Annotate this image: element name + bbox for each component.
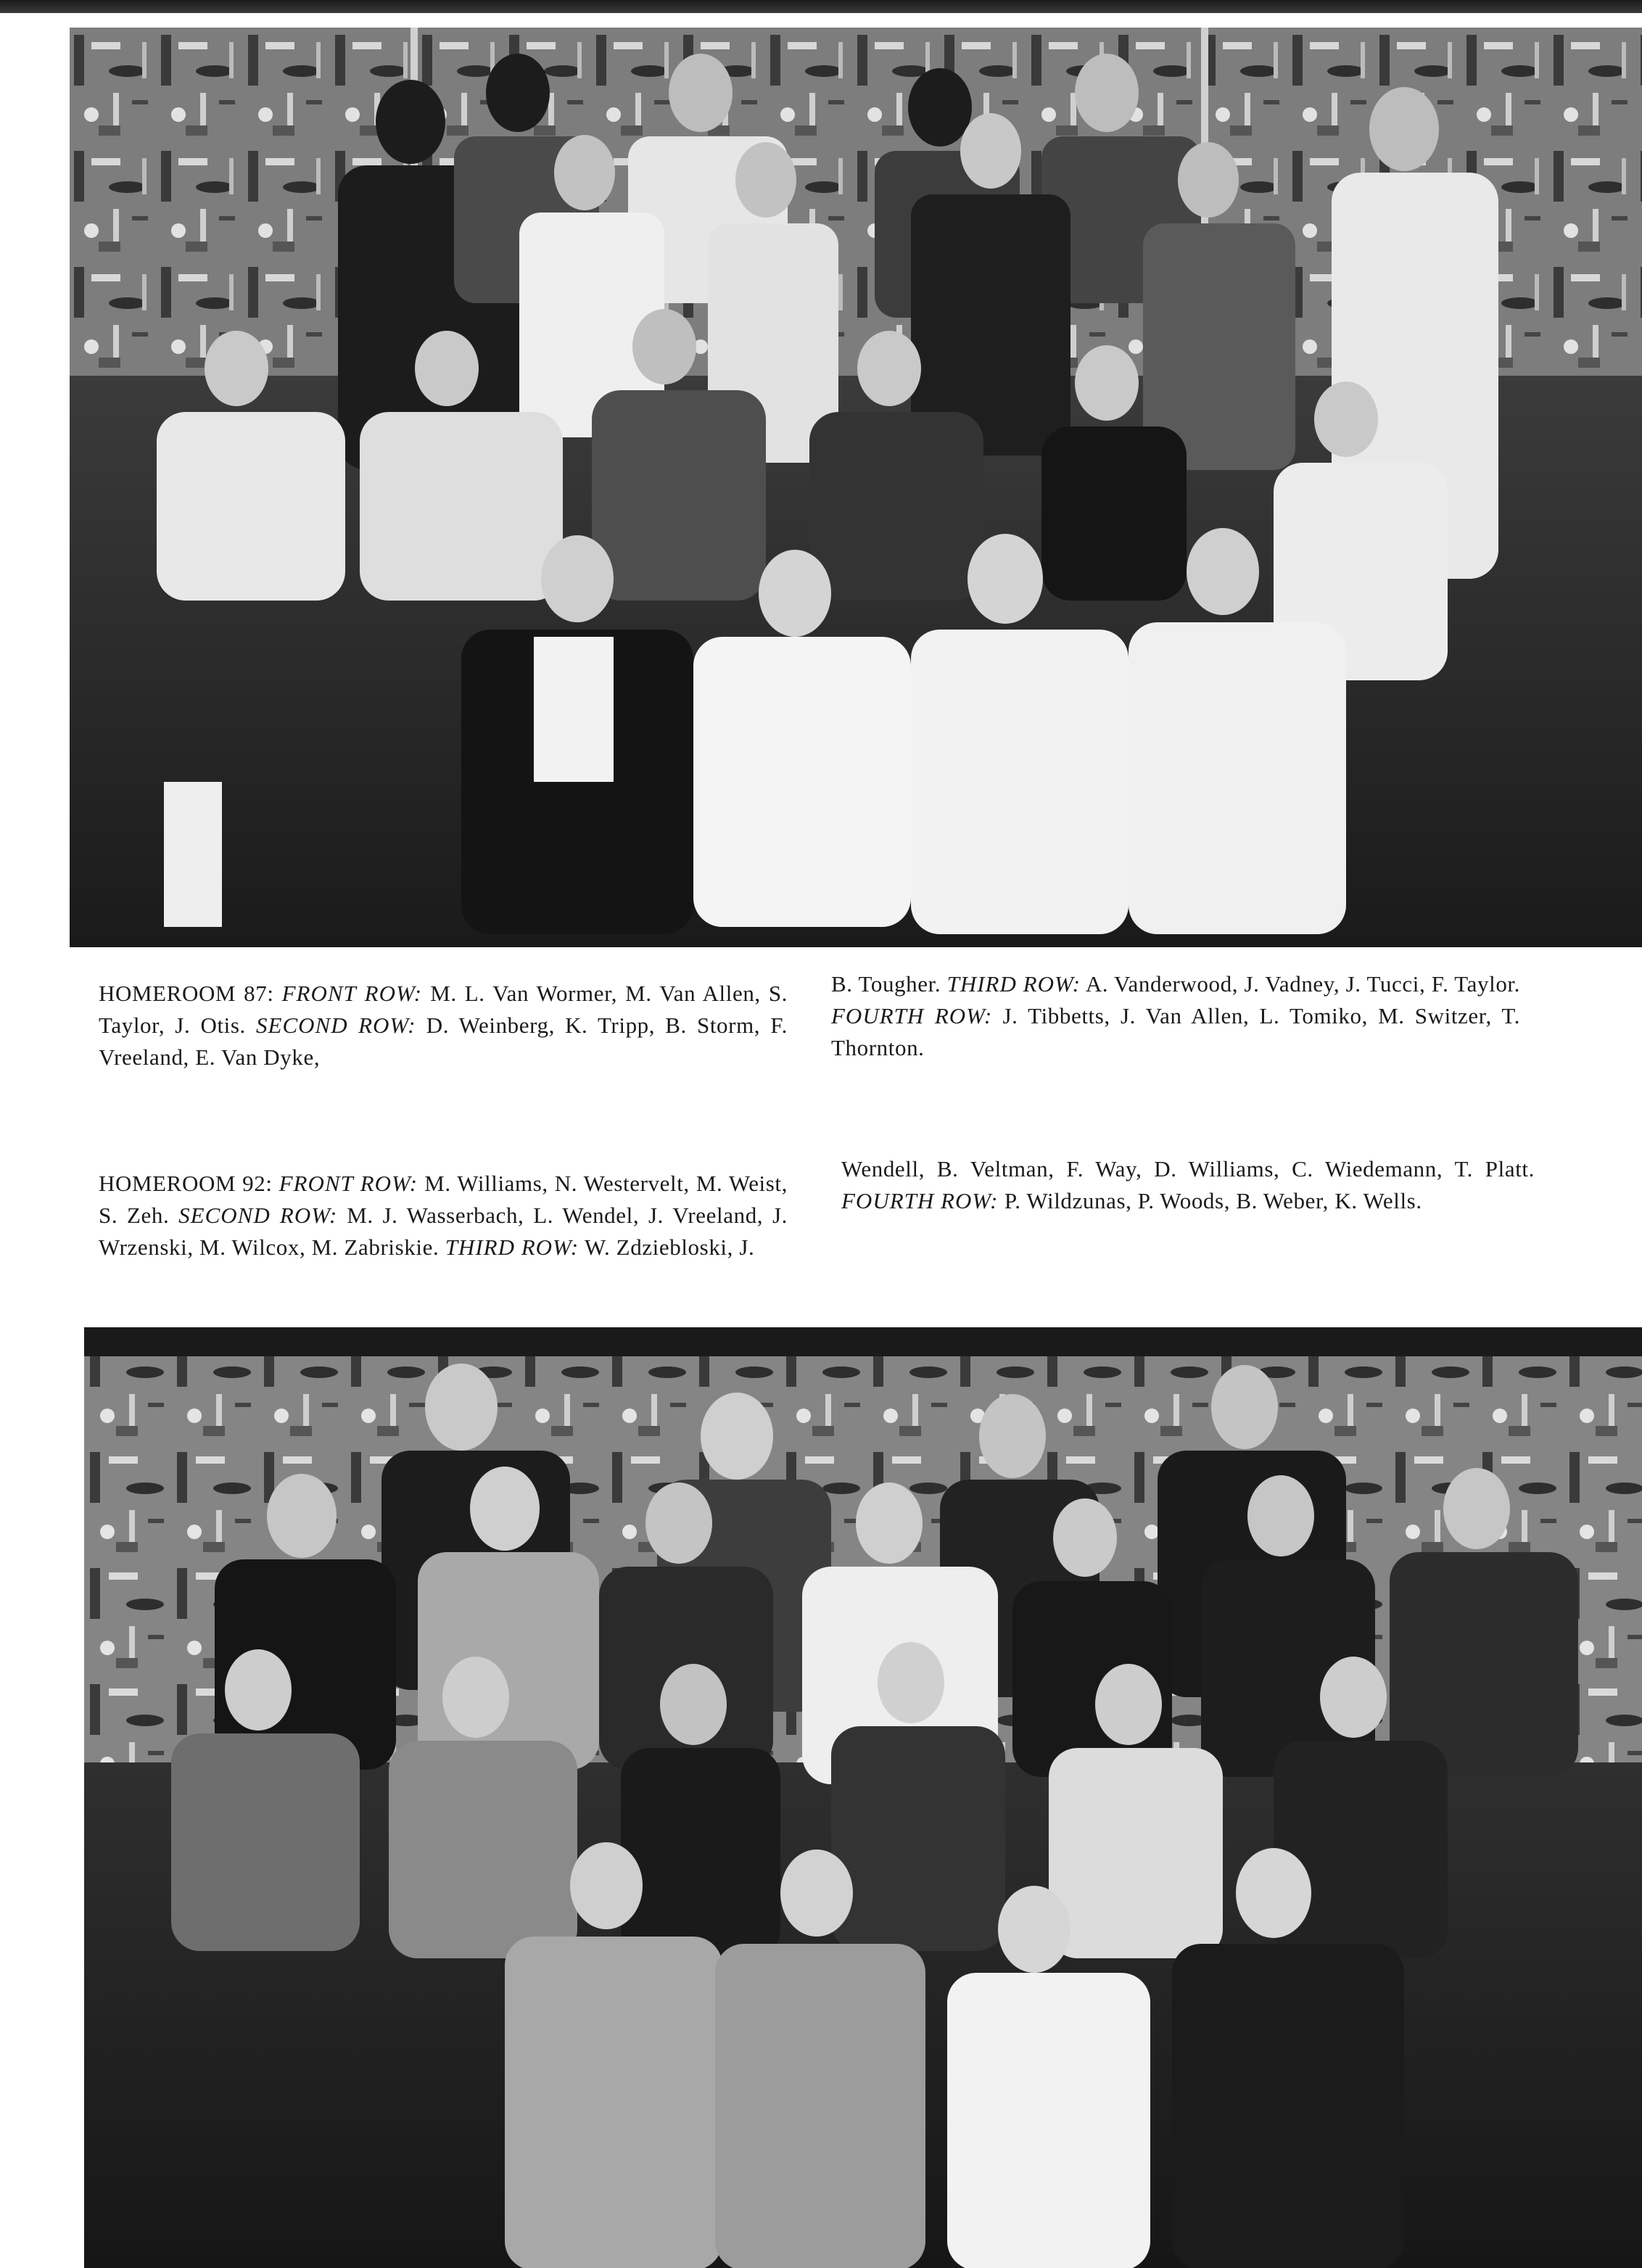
page-top-edge: [0, 0, 1642, 13]
name-list: A. Vanderwood, J. Vadney, J. Tucci, F. Taylor.: [1081, 971, 1520, 997]
name-list: J. Tibbetts, J. Van Allen, L. Tomiko, M. Switzer, T. Thornton.: [831, 1003, 1520, 1060]
row-heading: FOURTH ROW:: [841, 1188, 999, 1213]
homeroom-92-photo-image: [84, 1327, 1642, 2268]
row-heading: SECOND ROW:: [256, 1013, 416, 1038]
row-heading: FOURTH ROW:: [831, 1003, 993, 1028]
name-list: M. Williams, N. Westervelt, M. Weist, S. Zeh.: [99, 1171, 788, 1228]
name-list: W. Zdziebloski, J.: [579, 1234, 755, 1260]
homeroom-87-photo: [70, 28, 1642, 947]
row-heading: FRONT ROW:: [279, 1171, 418, 1196]
homeroom-92-caption-left: [99, 1168, 788, 1263]
name-list: B. Tougher.: [831, 971, 947, 997]
homeroom-87-caption-right: [831, 968, 1520, 1064]
homeroom-87-photo-image: [70, 28, 1642, 947]
homeroom-87-caption-left: [99, 978, 788, 1073]
row-heading: SECOND ROW:: [178, 1203, 338, 1228]
name-list: M. L. Van Wormer, M. Van Allen, S. Taylor, J. Otis.: [99, 981, 788, 1038]
name-list: P. Wildzunas, P. Woods, B. Weber, K. Wells.: [998, 1188, 1422, 1213]
homeroom-92-photo: [84, 1327, 1642, 2268]
homeroom-92-label: HOMEROOM 92:: [99, 1171, 279, 1196]
name-list: M. J. Wasserbach, L. Wendel, J. Vreeland, J. Wrzenski, M. Wilcox, M. Zabriskie.: [99, 1203, 788, 1260]
homeroom-92-caption-right: [841, 1153, 1535, 1217]
homeroom-87-label: HOMEROOM 87:: [99, 981, 282, 1006]
name-list: D. Weinberg, K. Tripp, B. Storm, F. Vreeland, E. Van Dyke,: [99, 1013, 788, 1070]
row-heading: FRONT ROW:: [281, 981, 423, 1006]
row-heading: THIRD ROW:: [445, 1234, 579, 1260]
name-list: Wendell, B. Veltman, F. Way, D. Williams, C. Wiedemann, T. Platt.: [841, 1156, 1535, 1182]
row-heading: THIRD ROW:: [946, 971, 1081, 997]
